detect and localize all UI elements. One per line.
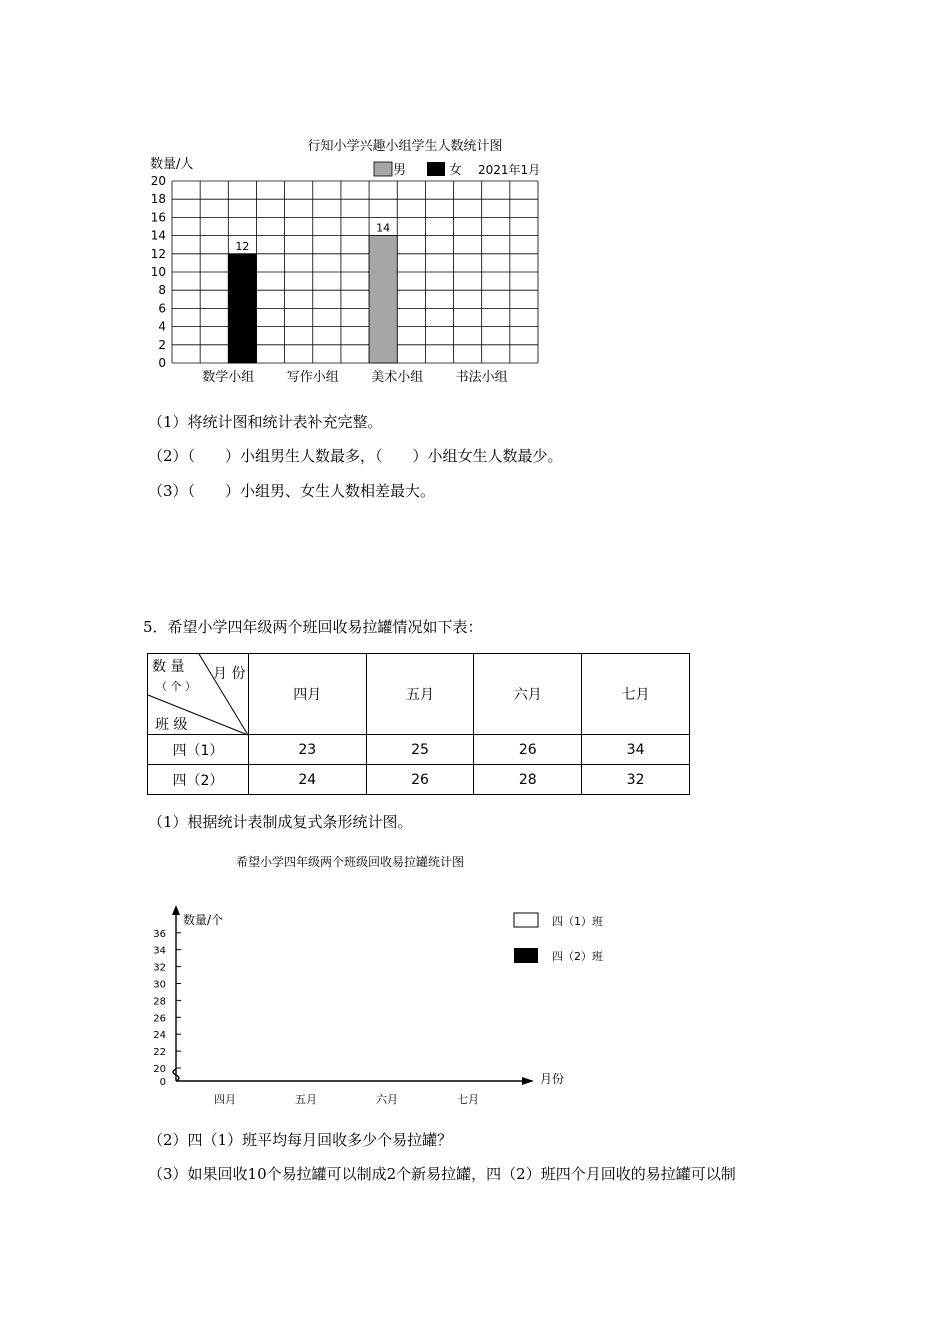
legend-class2-label: 四（2）班 [552,950,603,963]
q5-heading: 5．希望小学四年级两个班回收易拉罐情况如下表： [143,618,483,636]
table-cell: 24 [248,765,366,795]
q4-item-3: （3）（ ）小组男、女生人数相差最大。 [148,482,436,500]
bar-value-label: 14 [376,221,391,235]
legend-female-label: 女 [449,163,463,178]
y-tick-label: 34 [153,945,166,957]
chart2-y-ticks [153,929,181,1088]
y-tick-label: 26 [153,1013,166,1025]
legend-class1-label: 四（1）班 [552,915,603,928]
category-label: 五月 [295,1093,317,1106]
y-tick-label: 22 [153,1047,166,1059]
category-label: 美术小组 [371,370,424,385]
legend-female-swatch [427,162,445,176]
q4-item-2: （2）（ ）小组男生人数最多，（ ）小组女生人数最少。 [148,447,563,465]
chart2-y-label: 数量/个 [183,913,224,927]
y-tick-label: 24 [153,1030,166,1042]
q5-sub-2: （2）四（1）班平均每月回收多少个易拉罐？ [148,1131,453,1149]
y-tick-label: 8 [158,283,166,298]
category-label: 数学小组 [202,370,255,385]
table-cell: 28 [474,765,582,795]
y-axis-arrow [172,905,180,915]
y-tick-label: 30 [153,979,166,991]
can-recycling-chart [140,845,603,1115]
column-header: 七月 [582,654,690,735]
category-label: 书法小组 [455,370,508,385]
row-class: 四（1） [148,735,249,765]
chart1-date: 2021年1月 [478,163,541,177]
y-tick-label: 0 [159,1077,166,1088]
legend-male-swatch [374,162,392,176]
chart2-x-label: 月份 [540,1072,565,1086]
q4-item-1: （1）将统计图和统计表补充完整。 [148,413,383,431]
row-class: 四（2） [148,765,249,795]
chart1-y-label: 数量/人 [150,157,194,172]
y-tick-label: 18 [150,192,166,207]
y-tick-label: 32 [153,962,166,974]
header-month: 月 份 [213,666,246,682]
chart1-grid [172,181,538,363]
q5-sub-1: （1）根据统计表制成复式条形统计图。 [148,813,413,831]
legend-male-label: 男 [393,163,407,178]
header-unit: （ 个 ） [156,680,196,693]
y-tick-label: 4 [158,319,166,334]
y-tick-label: 0 [158,356,166,370]
bar [228,254,256,363]
chart2-categories [214,1092,479,1106]
category-label: 四月 [214,1093,236,1106]
legend-class1-swatch [514,913,538,927]
y-tick-label: 10 [150,265,166,279]
bar-value-label: 12 [235,239,250,253]
x-axis-arrow [522,1077,534,1085]
table-cell: 26 [366,765,474,795]
table-cell: 26 [474,735,582,765]
table-row [148,735,690,765]
chart1-title: 行知小学兴趣小组学生人数统计图 [307,139,503,154]
chart2-axes [172,905,534,1085]
can-recycling-table [147,653,690,795]
category-label: 写作小组 [286,370,339,385]
table-row [148,765,690,795]
y-tick-label: 12 [150,246,166,261]
table-cell: 34 [582,735,690,765]
y-tick-label: 6 [158,301,166,316]
y-tick-label: 2 [158,337,166,352]
chart1-y-ticks [151,174,166,370]
legend-class2-swatch [514,948,538,963]
chart1-categories [202,369,507,385]
category-label: 七月 [457,1093,479,1106]
table-header-diagonal-cell [148,654,249,735]
y-tick-label: 20 [150,174,166,188]
table-cell: 23 [248,735,366,765]
header-qty: 数 量 [152,659,185,675]
y-tick-label: 16 [150,210,166,225]
q5-sub-3: （3）如果回收10个易拉罐可以制成2个新易拉罐，四（2）班四个月回收的易拉罐可以制 [148,1165,736,1183]
chart2-title: 希望小学四年级两个班级回收易拉罐统计图 [235,855,465,869]
y-tick-label: 36 [153,928,166,940]
y-tick-label: 20 [153,1064,166,1075]
y-tick-label: 28 [153,996,166,1008]
bar [369,236,397,363]
column-header: 四月 [248,654,366,735]
column-header: 六月 [474,654,582,735]
category-label: 六月 [376,1093,398,1106]
table-cell: 25 [366,735,474,765]
y-tick-label: 14 [150,228,166,243]
interest-group-chart [140,130,560,392]
column-header: 五月 [366,654,474,735]
table-cell: 32 [582,765,690,795]
header-class: 班 级 [155,717,188,733]
